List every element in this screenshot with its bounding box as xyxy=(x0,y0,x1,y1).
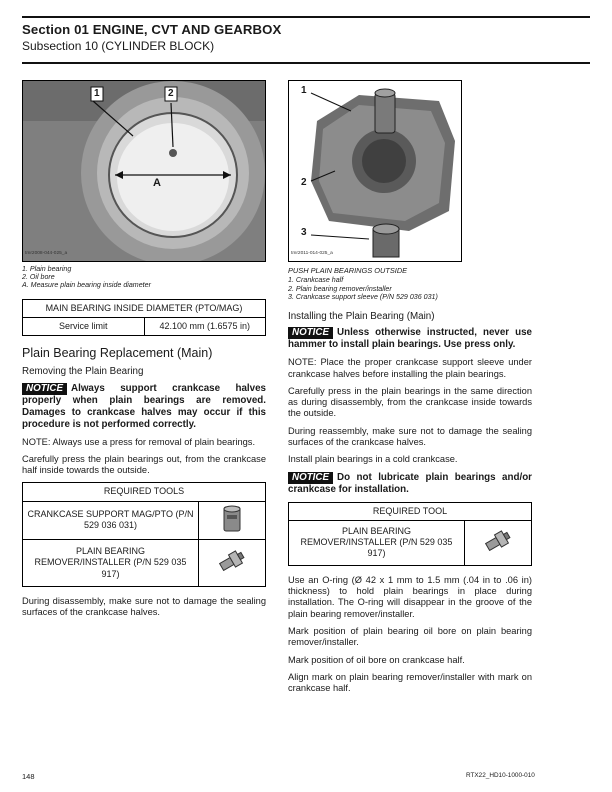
notice-block xyxy=(288,327,532,351)
notice-badge: NOTICE xyxy=(22,383,67,395)
paragraph: Align mark on plain bearing remover/installer with mark on crankcase half. xyxy=(288,671,532,694)
figure-code: tmr2008-044-025_a xyxy=(25,250,68,256)
caption-line: 1. Crankcase half xyxy=(288,276,344,285)
notice-text: Do not lubricate plain bearings and/or crankcase for installation. xyxy=(288,471,532,495)
paragraph: Install plain bearings in a cold crankcase. xyxy=(288,454,458,465)
figure-code: tmr2011-014-025_a xyxy=(291,250,333,256)
tool-name: PLAIN BEARING REMOVER/INSTALLER (P/N 529 035 917) xyxy=(289,520,465,565)
notice-badge: NOTICE xyxy=(288,327,333,339)
caption-line: 2. Oil bore xyxy=(22,273,55,282)
paragraph: During reassembly, make sure not to damage the sealing surfaces of the crankcase halves. xyxy=(288,425,532,447)
left-column xyxy=(22,80,266,624)
header-rule xyxy=(22,62,590,64)
bearing-diameter-table xyxy=(22,299,266,337)
table-cell-value: 42.100 mm (1.6575 in) xyxy=(144,317,266,335)
notice-badge: NOTICE xyxy=(288,472,333,484)
caption-line: A. Measure plain bearing inside diameter xyxy=(22,281,151,290)
crankcase-support-tool-icon xyxy=(199,501,266,539)
note-paragraph: NOTE: Place the proper crankcase support sleeve under crankcase halves before installing the plain bearings. xyxy=(288,357,532,379)
notice-text: Unless otherwise instructed, never use hammer to install plain bearings. Use press only. xyxy=(288,327,532,351)
figure-caption xyxy=(288,276,532,301)
note-paragraph: NOTE: Always use a press for removal of plain bearings. xyxy=(22,436,256,447)
callout-3: 3 xyxy=(301,227,307,238)
figure-caption xyxy=(22,265,266,290)
table-header: MAIN BEARING INSIDE DIAMETER (PTO/MAG) xyxy=(23,299,266,317)
figure-plain-bearing xyxy=(22,80,266,262)
top-rule xyxy=(22,16,590,18)
document-code: RTX22_HD10-1000-010 xyxy=(466,772,535,779)
callout-2: 2 xyxy=(168,88,174,99)
paragraph: Carefully press the plain bearings out, from the crankcase half inside towards the outside. xyxy=(22,453,266,476)
section-heading: Plain Bearing Replacement (Main) xyxy=(22,346,213,361)
callout-A: A xyxy=(153,177,161,189)
bearing-remover-tool-icon xyxy=(199,539,266,586)
required-tools-table xyxy=(22,482,266,586)
callout-2: 2 xyxy=(301,177,307,188)
paragraph: During disassembly, make sure not to damage the sealing surfaces of the crankcase halves. xyxy=(22,595,266,618)
tool-name: PLAIN BEARING REMOVER/INSTALLER (P/N 529 035 917) xyxy=(23,539,199,586)
figure-caption-heading: PUSH PLAIN BEARINGS OUTSIDE xyxy=(288,266,408,275)
callout-1: 1 xyxy=(301,85,307,96)
subheading: Installing the Plain Bearing (Main) xyxy=(288,310,435,322)
caption-line: 3. Crankcase support sleeve (P/N 529 036 031) xyxy=(288,292,438,301)
figure-crankcase xyxy=(288,80,462,262)
callout-1: 1 xyxy=(94,88,100,99)
table-header: REQUIRED TOOL xyxy=(289,502,532,520)
notice-block xyxy=(288,472,532,496)
notice-block xyxy=(22,383,266,431)
paragraph: Mark position of plain bearing oil bore on plain bearing remover/installer. xyxy=(288,625,532,648)
paragraph: Carefully press in the plain bearings in the same direction as during disassembly, from the crankcase inside towards the outside. xyxy=(288,385,532,419)
crankcase-photo xyxy=(289,81,461,261)
table-cell-label: Service limit xyxy=(23,317,145,335)
page-number: 148 xyxy=(22,772,35,781)
subheading: Removing the Plain Bearing xyxy=(22,366,144,378)
caption-line: 1. Plain bearing xyxy=(22,265,72,273)
notice-text: Always support crankcase halves properly when plain bearings are removed. Damages to crankcase halves may occur if this procedure is not performed correctly. xyxy=(22,382,266,430)
right-column xyxy=(288,80,532,700)
required-tool-table xyxy=(288,502,532,566)
caption-line: 2. Plain bearing remover/installer xyxy=(288,284,392,293)
table-header: REQUIRED TOOLS xyxy=(23,483,266,501)
tool-name: CRANKCASE SUPPORT MAG/PTO (P/N 529 036 031) xyxy=(23,501,199,539)
section-title: Section 01 ENGINE, CVT AND GEARBOX xyxy=(22,22,282,37)
paragraph: Mark position of oil bore on crankcase half. xyxy=(288,654,465,665)
paragraph: Use an O-ring (Ø 42 x 1 mm to 1.5 mm (.04 in to .06 in) thickness) to hold plain bearings in place during installation. The O-ring will disappear in the groove of the plain bearing remover/installer. xyxy=(288,574,532,619)
plain-bearing-photo xyxy=(23,81,265,261)
bearing-remover-tool-icon xyxy=(465,520,532,565)
subsection-title: Subsection 10 (CYLINDER BLOCK) xyxy=(22,39,215,53)
